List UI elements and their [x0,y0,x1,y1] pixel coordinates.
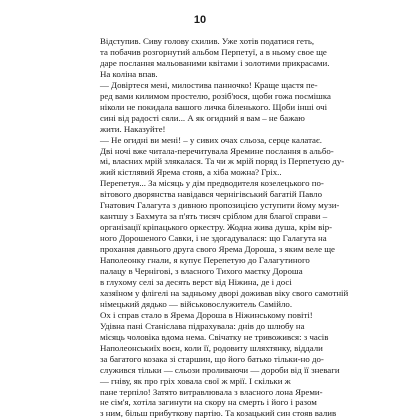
text-line: Перепетуя... За місяць у дім предводителя козелецького по- [100,178,324,189]
text-line: — гніву, як про гріх ховала свої ж мрії. І скільки ж [100,375,291,386]
paragraph [86,178,349,309]
text-line: прохання давнього друга свого Ярема Дороша, з яким веле ще [100,244,335,255]
page-text [86,36,349,419]
text-line: місяць чоловіка вдома нема. Свічатку не тривожився: з часів [100,331,329,342]
text-line: в глухому селі за десять верст від Ніжина, де і досі [100,276,292,287]
text-line: Відступив. Сиву голову схилив. Уже хотів податися геть, [100,36,315,46]
text-line: ніколи не покидала вашого личка біленького. Щоби інші очі [100,101,328,112]
text-line: — Довіртеся мені, милостива панночко! Краще щастя пе- [100,79,318,90]
paragraph [86,310,320,321]
text-line: хазяїном у флігелі на задньому дворі доживав віку свого самотній [100,287,349,298]
text-line: жити. Наказуйте! [100,123,166,134]
text-line: пане терпіло! Затято витравлювала з власного лона Яреми- [100,386,323,397]
text-line: Удівна пані Станіслава підрахувала: днів до шлюбу на [100,320,305,331]
text-line: за багатого козака зі старшин, що його батько тільки-но до- [100,353,324,364]
text-line: На коліна впав. [100,68,158,79]
text-line: Наполеонськиїх воєн, коли її, родовиту шляхтянку, віддали [100,342,323,353]
text-line: організації кріпацького оркестру. Жодна жива душа, крім вір- [100,222,333,233]
text-line: сині від радості сяли... А як огидний я вам – не бажаю [100,112,305,123]
paragraph [86,134,345,179]
paragraph [86,79,331,135]
text-line: Гнатович Галагута з дивною пропозицією уступити йому музи- [100,200,340,211]
text-line: мі, власних мрій злякалася. Та чи ж мрій поряд із Перпетуєю ду- [100,156,345,167]
paragraph [86,36,330,80]
text-line: та побачив розгорнутий альбом Перпетуї, а в ньому свое ще [100,46,327,57]
text-line: кантшу з Бахмута за п'ять тисяч сріблом для благої справи – [100,211,328,222]
text-line: служився тільки — сльози проливаючи — дороби від її зневаги [100,364,340,375]
text-line: Ох і справ стало в Ярема Дороша в Ніжинському повіті! [100,309,313,320]
text-line: Наполеонку гнали, я купує Перепетую до Галагутиного [100,255,310,266]
text-line: вітового дворянства навідався чернігівський багатій Павло [100,189,323,200]
text-line: не сім'я, хотіла загинути на скору на смерть і його і разом [100,397,317,408]
text-line: ред вами килимом простелю, розіб'юся, щоби гожа посмішка [100,90,331,101]
text-line: — Не огидні ви мені! – у сивих очах сльоза, серце калатає. [100,134,322,145]
text-line: німецький дядько — військовослужитель Самійло. [100,298,293,309]
text-line: Дві ночі вже читала-перечитувала Яремине послання в альбо- [100,145,334,156]
text-line: палацу в Чернігові, з власного Тихого маєтку Дороша [100,266,303,277]
text-line: даре послання мальованими квітами і золотими прикрасами. [100,57,330,68]
text-line: жий кістлявий Ярема стояв, а хіба можна? Гріх.. [100,167,282,178]
paragraph [86,320,340,419]
page-number: 10 [193,14,207,26]
text-line: ного Дорошеного Савки, і не здогадувалася: що Галагута на [100,233,327,244]
text-line: з ним, більш прибуткову партію. Та козацький син стояв валив [100,408,337,419]
